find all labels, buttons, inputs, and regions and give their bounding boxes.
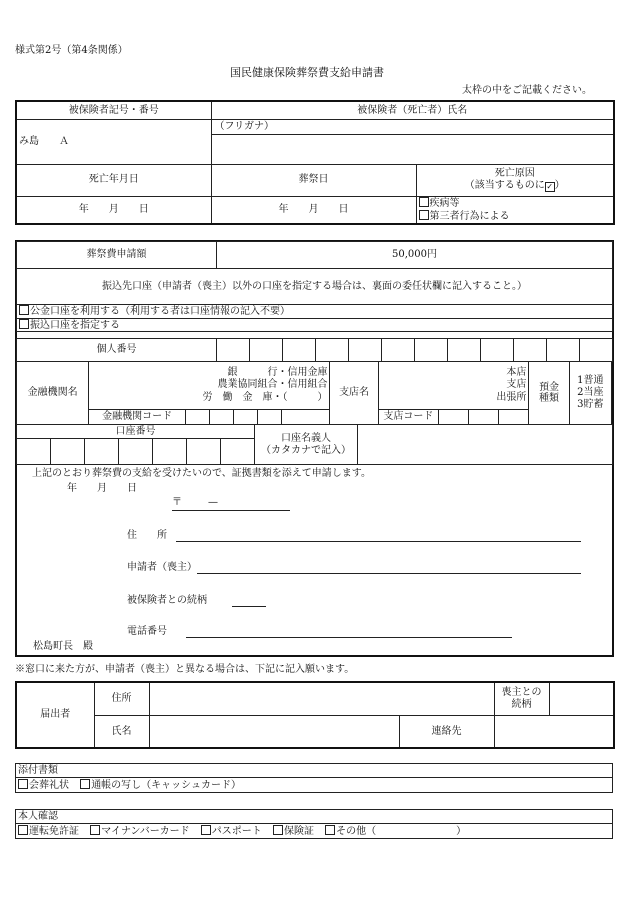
submitter-name-label: 氏名 [94,715,149,748]
death-cause-label: 死亡原因 （該当するものに ✓ ） [416,164,614,196]
checkbox-icon [419,197,429,207]
checkbox-icon [80,779,90,789]
institution-label: 金融機関名 [17,362,89,425]
insured-number-label: 被保険者記号・番号 [16,101,211,119]
address-label: 住 所 [127,530,167,541]
checkbox-icon [90,825,100,835]
identity-table [15,809,613,839]
personal-number-table [16,338,613,362]
identity-title: 本人確認 [16,810,613,824]
checkbox-icon [18,779,28,789]
personal-number-digit[interactable] [217,339,250,362]
id-drivers-license[interactable]: 運転免許証 [18,826,79,837]
id-other[interactable]: その他（ ） [325,826,466,837]
relation-to-chief-field[interactable] [549,682,614,715]
account-number-digit[interactable] [221,439,255,465]
attachments-table [15,763,613,793]
account-number-digit[interactable] [119,439,153,465]
funeral-date-label: 葬祭日 [211,164,416,196]
account-number-digit[interactable] [51,439,85,465]
insured-name-field[interactable] [211,119,614,164]
form-number: 様式第2号（第4条関係） [15,45,128,56]
account-holder-label: 口座名義人 （カタカナで記入） [255,425,358,465]
institution-code-digit[interactable] [209,410,233,425]
id-passport[interactable]: パスポート [201,826,262,837]
phone-label: 電話番号 [127,626,167,637]
personal-number-digit[interactable] [283,339,316,362]
bank-table [16,361,612,425]
account-number-digit[interactable] [187,439,221,465]
furigana-label: （フリガナ） [212,120,614,135]
account-number-digit[interactable] [85,439,119,465]
cause-option-illness[interactable]: 疾病等 [419,197,612,210]
checkmark-icon: ✓ [546,181,554,191]
death-date-field[interactable]: 年 月 日 [16,196,211,224]
attachments-items [16,778,613,793]
instruction-text: 太枠の中をご記載ください。 [462,85,592,96]
attachments-title: 添付書類 [16,764,613,778]
submitter-address-field[interactable] [149,682,494,715]
attachment-funeral-card[interactable]: 会葬礼状 [18,780,69,791]
checkbox-icon [325,825,335,835]
personal-number-digit[interactable] [382,339,415,362]
institution-code-digit[interactable] [258,410,282,425]
checkbox-icon [19,305,29,315]
address-field[interactable] [176,541,581,542]
personal-number-digit[interactable] [316,339,349,362]
relation-label: 被保険者との続柄 [127,595,207,606]
insured-name-label: 被保険者（死亡者）氏名 [211,101,614,119]
amount-value: 50,000円 [217,242,613,269]
id-mynumber-card[interactable]: マイナンバーカード [90,826,189,837]
form-title: 国民健康保険葬祭費支給申請書 [230,66,384,79]
account-holder-field[interactable] [358,425,613,465]
identity-items [16,824,613,839]
submitter-name-field[interactable] [149,715,399,748]
submitter-table [15,681,615,749]
submitter-label: 届出者 [16,682,94,748]
id-insurance-card[interactable]: 保険証 [273,826,314,837]
submitter-address-label: 住所 [94,682,149,715]
personal-number-digit[interactable] [415,339,448,362]
personal-number-digit[interactable] [448,339,481,362]
checkbox-icon [19,319,29,329]
branch-field[interactable]: 本店 支店 出張所 [378,362,529,410]
option-specify-account[interactable]: 振込口座を指定する [17,318,613,332]
personal-number-label: 個人番号 [17,339,217,362]
option-public-account[interactable]: 公金口座を利用する（利用する者は口座情報の記入不要） [17,305,613,319]
account-number-label: 口座番号 [17,425,255,439]
deposit-type-label: 預金 種類 [529,362,569,425]
branch-code-label: 支店コード [378,410,438,425]
funeral-date-field[interactable]: 年 月 日 [211,196,416,224]
applicant-field[interactable] [197,573,581,574]
account-table [16,424,613,465]
applicant-label: 申請者（喪主） [127,562,197,573]
personal-number-digit[interactable] [349,339,382,362]
addressee: 松島町長 殿 [33,641,93,652]
checkbox-icon [201,825,211,835]
postal-mark-icon: 〒 [172,497,182,508]
branch-code-digit[interactable] [469,410,499,425]
institution-code-digit[interactable] [234,410,258,425]
personal-number-digit[interactable] [481,339,514,362]
relation-field[interactable] [232,606,266,607]
personal-number-digit[interactable] [514,339,547,362]
branch-code-digit[interactable] [499,410,529,425]
relation-to-chief-label: 喪主との 続柄 [494,682,549,715]
postal-code-field[interactable]: 〒 — [172,497,290,511]
transfer-note: 振込先口座（申請者（喪主）以外の口座を指定する場合は、裏面の委任状欄に記入すること。） [17,269,613,305]
checkbox-icon [273,825,283,835]
contact-label: 連絡先 [399,715,494,748]
amount-table [16,241,613,332]
branch-code-digit[interactable] [438,410,468,425]
personal-number-digit[interactable] [580,339,613,362]
death-cause-options [416,196,614,224]
amount-label: 葬祭費申請額 [17,242,217,269]
institution-code-label: 金融機関コード [89,410,185,425]
checkbox-icon [419,210,429,220]
phone-field[interactable] [186,637,512,638]
personal-number-digit[interactable] [250,339,283,362]
insured-table [15,100,615,225]
institution-field[interactable]: 銀 行・信用金庫 農業協同組合・信用組合 労 働 金 庫・（ ） [89,362,330,410]
declaration-text: 上記のとおり葬祭費の支給を受けたいので、証拠書類を添えて申請します。 [32,468,371,479]
insured-number-field[interactable] [16,119,211,164]
cause-option-third-party[interactable]: 第三者行為による [419,210,612,223]
contact-field[interactable] [494,715,614,748]
checkbox-icon [18,825,28,835]
account-number-digit[interactable] [153,439,187,465]
insured-number-value: み島 Ａ [19,135,69,147]
institution-code-digit[interactable] [185,410,209,425]
deposit-type-options[interactable]: 1普通 2当座 3貯蓄 [569,362,611,425]
account-number-digit[interactable] [17,439,51,465]
declaration-date[interactable]: 年 月 日 [67,483,137,494]
death-date-label: 死亡年月日 [16,164,211,196]
attachment-passbook-copy[interactable]: 通帳の写し（キャッシュカード） [80,780,241,791]
notice-text: ※窓口に来た方が、申請者（喪主）と異なる場合は、下記に記入願います。 [15,664,355,675]
personal-number-digit[interactable] [547,339,580,362]
branch-label: 支店名 [330,362,378,425]
